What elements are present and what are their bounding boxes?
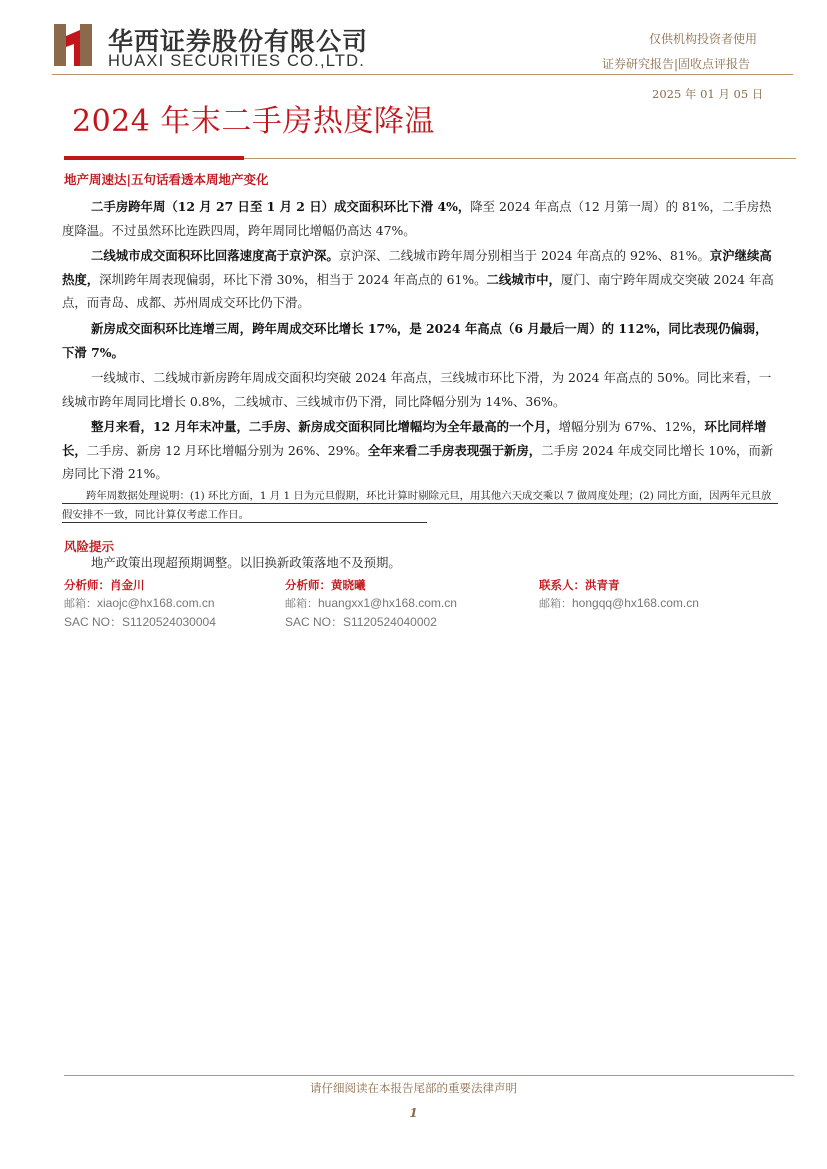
summary-paragraph-2 — [62, 244, 774, 315]
p5-text-2: 二手房、新房 12 月环比增幅分别为 26%、29%。 — [86, 442, 368, 458]
p5-text-3: 二手房 2024 年成交同比增长 10%，而新房同比下滑 21%。 — [62, 442, 774, 481]
risk-paragraph — [62, 551, 774, 575]
legal-disclaimer-link: 请仔细阅读在本报告尾部的重要法律声明 — [310, 1081, 517, 1095]
company-name-en: HUAXI SECURITIES CO.,LTD. — [108, 52, 366, 70]
contact-name: 联系人：洪青青 — [539, 578, 620, 592]
summary-paragraph-3 — [62, 317, 774, 364]
title-divider — [244, 158, 796, 159]
analyst-sac: SAC NO：S1120524030004 — [64, 615, 216, 629]
footer-divider — [64, 1075, 794, 1076]
huaxi-logo-icon — [52, 22, 94, 68]
data-processing-note: 跨年周数据处理说明：(1) 环比方面，1 月 1 日为元旦假期，环比计算时剔除元旦，用其他六天成交乘以 7 做周度处理；(2) 同比方面，因两年元旦放假安排不一致，同比计算仅考虑工作日。 — [62, 490, 772, 521]
analyst-email[interactable]: huangxx1@hx168.com.cn — [318, 596, 457, 610]
summary-paragraph-4 — [62, 366, 774, 413]
p5-text-1: 增幅分别为 67%、12%， — [558, 419, 705, 434]
analyst-block-1 — [64, 577, 264, 630]
analyst-email[interactable]: xiaojc@hx168.com.cn — [97, 596, 215, 610]
analyst-name: 分析师：黄晓曦 — [285, 578, 366, 592]
p2-text-3: 厦门、南宁跨年周成交突破 2024 年高点，而青岛、成都、苏州周成交环比仍下滑。 — [62, 271, 774, 310]
note-underline-1 — [62, 503, 778, 504]
summary-paragraph-5 — [62, 415, 774, 486]
email-label: 邮箱： — [285, 597, 318, 610]
p5-bold-3: 全年来看二手房表现强于新房， — [367, 442, 542, 458]
page-number: 1 — [409, 1106, 418, 1120]
p2-bold-2: 京沪继续高热度， — [62, 248, 772, 287]
report-date: 2025 年 01 月 05 日 — [652, 87, 764, 101]
p2-text-2: 深圳跨年周表现偏弱，环比下滑 30%，相当于 2024 年高点的 61%。 — [99, 271, 487, 287]
section-heading: 地产周速达|五句话看透本周地产变化 — [64, 172, 269, 187]
email-label: 邮箱： — [64, 597, 97, 610]
risk-heading: 风险提示 — [64, 539, 115, 554]
p3-bold: 新房成交面积环比连增三周，跨年周成交环比增长 17%，是 2024 年高点（6 月最后一周）的 112%，同比表现仍偏弱，下滑 7%。 — [62, 321, 768, 360]
company-name-cn: 华西证券股份有限公司 — [108, 27, 369, 56]
audience-label: 仅供机构投资者使用 — [649, 32, 758, 46]
header-divider — [52, 74, 793, 75]
p1-bold: 二手房跨年周（12 月 27 日至 1 月 2 日）成交面积环比下滑 4%， — [91, 199, 471, 214]
p5-bold-2: 环比同样增长， — [62, 419, 767, 458]
analyst-sac: SAC NO：S1120524040002 — [285, 615, 437, 629]
note-underline-2 — [62, 522, 427, 523]
report-title: 2024 年末二手房热度降温 — [72, 104, 435, 139]
p4-text: 一线城市、二线城市新房跨年周成交面积均突破 2024 年高点，三线城市环比下滑，为 2024 年高点的 50%。同比来看，一线城市跨年周同比增长 0.8%，二线城市、三线城市仍下滑，同比降幅分别为 14%、36%。 — [62, 370, 772, 409]
p5-bold-1: 整月来看，12 月年末冲量，二手房、新房成交面积同比增幅均为全年最高的一个月， — [91, 419, 559, 434]
report-type-label: 证券研究报告|固收点评报告 — [602, 57, 751, 71]
p2-text-1: 京沪深、二线城市跨年周分别相当于 2024 年高点的 92%、81%。 — [338, 248, 710, 263]
contact-block — [539, 577, 759, 611]
analyst-block-2 — [285, 577, 505, 630]
summary-paragraph-1 — [62, 195, 774, 242]
analyst-name: 分析师：肖金川 — [64, 578, 145, 592]
title-accent-bar — [64, 156, 244, 160]
contact-email[interactable]: hongqq@hx168.com.cn — [572, 596, 699, 610]
email-label: 邮箱： — [539, 597, 572, 610]
p2-bold-3: 二线城市中， — [486, 271, 561, 287]
p1-text: 降至 2024 年高点（12 月第一周）的 81%，二手房热度降温。不过虽然环比连跌四周，跨年周同比增幅仍高达 47%。 — [62, 199, 772, 238]
p2-bold-1: 二线城市成交面积环比回落速度高于京沪深。 — [91, 248, 339, 263]
risk-text: 地产政策出现超预期调整。以旧换新政策落地不及预期。 — [91, 555, 401, 570]
